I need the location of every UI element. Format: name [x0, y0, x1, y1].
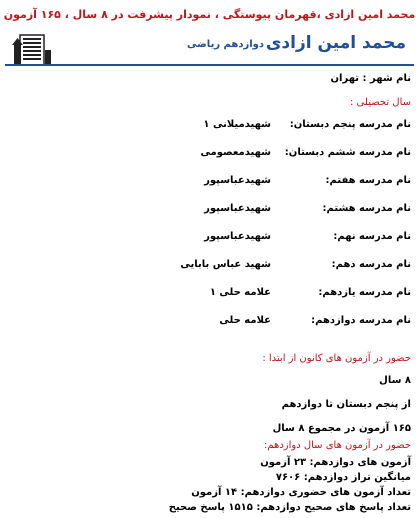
school-value: شهیدعباسپور [204, 203, 271, 214]
twelfth-title: حضور در آزمون های سال دوازدهم: [264, 440, 411, 451]
school-label: نام مدرسه پنجم دبستان: [289, 119, 411, 130]
school-row [151, 287, 411, 301]
page-caption: محمد امین ازادی ،قهرمان پیوستگی ، نمودار پیشرفت در ۸ سال ، ۱۶۵ آزمون [3, 8, 416, 21]
header-divider [5, 64, 414, 66]
twelfth-in-person-count: تعداد آزمون های حضوری دوازدهم: ۱۴ آزمون [191, 487, 411, 498]
school-row [151, 175, 411, 189]
kanoon-title: حضور در آزمون های کانون از ابتدا : [262, 353, 411, 364]
school-value: علامه حلی [219, 315, 271, 326]
kanoon-total: ۱۶۵ آزمون در مجموع ۸ سال [272, 423, 411, 434]
school-value: علامه حلی ۱ [209, 287, 271, 298]
kanoon-logo-icon [11, 30, 55, 68]
student-grade: دوازدهم ریاضی [187, 39, 264, 50]
twelfth-average-score: میانگین تراز دوازدهم: ۷۶۰۶ [275, 472, 411, 483]
school-row [151, 147, 411, 161]
student-name: محمد امین ازادی [265, 33, 406, 53]
school-value: شهیدمیلانی ۱ [203, 119, 271, 130]
school-row [151, 203, 411, 217]
school-label: نام مدرسه نهم: [333, 231, 411, 242]
school-value: شهید عباس بابایی [180, 259, 271, 270]
school-label: نام مدرسه ششم دبستان: [284, 147, 411, 158]
school-label: نام مدرسه هفتم: [325, 175, 411, 186]
school-value: شهیدعباسپور [204, 175, 271, 186]
education-title: سال تحصیلی : [350, 97, 411, 108]
kanoon-range: از پنجم دبستان تا دوازدهم [281, 399, 411, 410]
school-label: نام مدرسه دهم: [331, 259, 411, 270]
kanoon-years: ۸ سال [379, 375, 411, 386]
school-row [151, 315, 411, 329]
school-value: شهیدمعصومی [200, 147, 271, 158]
school-label: نام مدرسه هشتم: [322, 203, 411, 214]
school-row [151, 119, 411, 133]
school-value: شهیدعباسپور [204, 231, 271, 242]
school-label: نام مدرسه دوازدهم: [311, 315, 411, 326]
twelfth-exam-count: آزمون های دوازدهم: ۲۳ آزمون [260, 457, 411, 468]
school-row [151, 259, 411, 273]
school-row [151, 231, 411, 245]
twelfth-correct-answers: تعداد پاسخ های صحیح دوازدهم: ۱۵۱۵ پاسخ صحیح [168, 502, 411, 513]
school-label: نام مدرسه یازدهم: [318, 287, 411, 298]
city-line: نام شهر : تهران [330, 73, 411, 84]
